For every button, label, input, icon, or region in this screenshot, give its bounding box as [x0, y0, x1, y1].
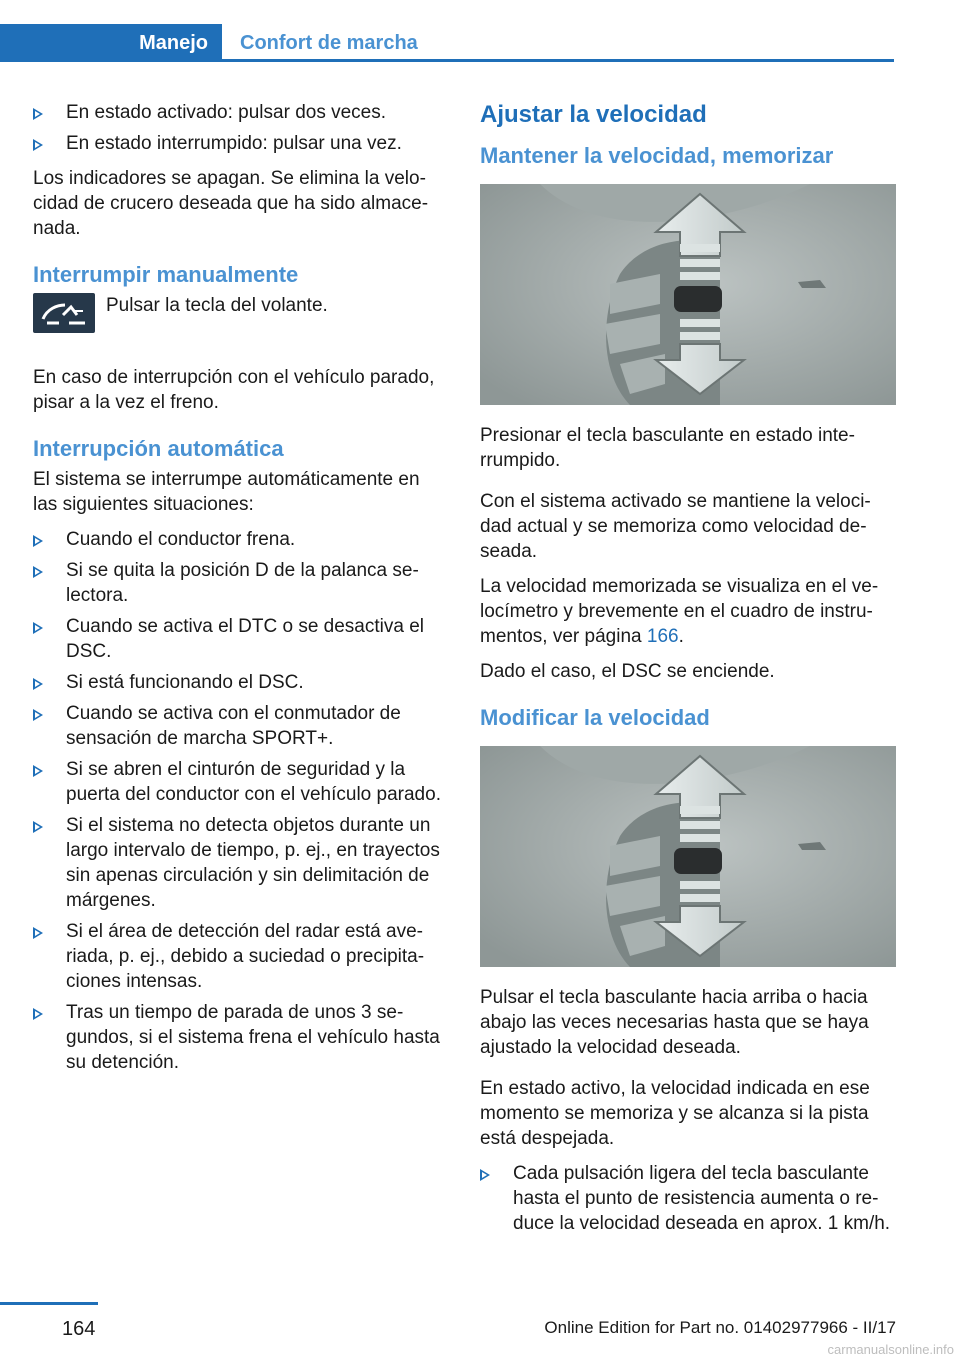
- auto-interrupt-list: [33, 527, 445, 1075]
- press-bullet-list: [33, 100, 445, 156]
- list-item: Si se quita la posición D de la palanca selectora.: [33, 558, 445, 608]
- triangle-bullet-icon: [33, 139, 43, 151]
- watermark: carmanualsonline.info: [827, 1342, 954, 1357]
- page-link-166[interactable]: 166: [646, 626, 679, 647]
- cruise-control-icon: [33, 293, 95, 333]
- heading-auto-interrupt: Interrupción automática: [33, 436, 284, 461]
- list-item: En estado interrumpido: pulsar una vez.: [33, 131, 445, 156]
- page-number: 164: [62, 1318, 96, 1340]
- triangle-bullet-icon: [33, 566, 43, 578]
- heading-manual-interrupt: Interrumpir manualmente: [33, 262, 299, 287]
- stopped-vehicle-paragraph: En caso de interrupción con el vehículo parado, pisar a la vez el freno.: [33, 367, 435, 413]
- triangle-bullet-icon: [33, 821, 43, 833]
- right-column: [480, 100, 896, 1246]
- steering-wheel-rocker-image: [480, 184, 896, 405]
- triangle-bullet-icon: [480, 1169, 490, 1181]
- header-rule: [222, 59, 894, 62]
- list-item: Tras un tiempo de parada de unos 3 segundos, si el sistema frena el vehículo hasta su detención.: [33, 1000, 445, 1075]
- header-tab-confort[interactable]: Confort de marcha: [240, 32, 418, 54]
- list-item: En estado activado: pulsar dos veces.: [33, 100, 445, 125]
- active-state-paragraph: En estado activo, la velocidad indicada en ese momento se memoriza y se alcanza si la pista está despejada.: [480, 1078, 870, 1149]
- manual-instruction: [33, 293, 445, 355]
- list-item: Si el sistema no detecta objetos durante un largo intervalo de tiempo, p. ej., en trayectos sin apenas circulación y sin delimitación de márgenes.: [33, 813, 445, 913]
- auto-interrupt-intro: El sistema se interrumpe automáticamente en las siguientes situaciones:: [33, 469, 420, 515]
- edition-note: Online Edition for Part no. 01402977966 - II/17: [544, 1318, 896, 1337]
- list-item: Si el área de detección del radar está averiada, p. ej., debido a suciedad o precipitaciones intensas.: [33, 919, 445, 994]
- list-item: Cuando se activa el DTC o se desactiva el DSC.: [33, 614, 445, 664]
- triangle-bullet-icon: [33, 108, 43, 120]
- triangle-bullet-icon: [33, 678, 43, 690]
- triangle-bullet-icon: [33, 1008, 43, 1020]
- press-rocker-paragraph: Presionar el tecla basculante en estado interrumpido.: [480, 425, 855, 471]
- triangle-bullet-icon: [33, 927, 43, 939]
- rocker-bullet-list: [480, 1161, 896, 1236]
- header-tab-manejo[interactable]: Manejo: [0, 24, 222, 62]
- indicators-paragraph: Los indicadores se apagan. Se elimina la velocidad de crucero deseada que ha sido almacenada.: [33, 168, 429, 239]
- triangle-bullet-icon: [33, 709, 43, 721]
- list-item: Cuando se activa con el conmutador de sensación de marcha SPORT+.: [33, 701, 445, 751]
- push-rocker-paragraph: Pulsar el tecla basculante hacia arriba o hacia abajo las veces necesarias hasta que se haya ajustado la velocidad deseada.: [480, 987, 869, 1058]
- active-system-paragraph: Con el sistema activado se mantiene la velocidad actual y se memoriza como velocidad deseada.: [480, 491, 871, 562]
- list-item: Cada pulsación ligera del tecla basculante hasta el punto de resistencia aumenta o reduce la velocidad deseada en aprox. 1 km/h.: [480, 1161, 896, 1236]
- footer-rule: [0, 1302, 98, 1305]
- memorized-speed-paragraph: La velocidad memorizada se visualiza en el velocímetro y brevemente en el cuadro de instrumentos, ver página 166.: [480, 576, 879, 647]
- heading-keep-speed: Mantener la velocidad, memorizar: [480, 143, 834, 168]
- page-header: [0, 0, 960, 64]
- list-item: Cuando el conductor frena.: [33, 527, 445, 552]
- list-item: Si se abren el cinturón de seguridad y la puerta del conductor con el vehículo parado.: [33, 757, 445, 807]
- left-column: [33, 100, 445, 1085]
- list-item: Si está funcionando el DSC.: [33, 670, 445, 695]
- triangle-bullet-icon: [33, 765, 43, 777]
- manual-instruction-text: Pulsar la tecla del volante.: [106, 295, 328, 316]
- heading-modify-speed: Modificar la velocidad: [480, 705, 710, 730]
- heading-adjust-speed: Ajustar la velocidad: [480, 101, 707, 128]
- steering-wheel-rocker-image: [480, 746, 896, 967]
- triangle-bullet-icon: [33, 535, 43, 547]
- triangle-bullet-icon: [33, 622, 43, 634]
- dsc-paragraph: Dado el caso, el DSC se enciende.: [480, 661, 775, 682]
